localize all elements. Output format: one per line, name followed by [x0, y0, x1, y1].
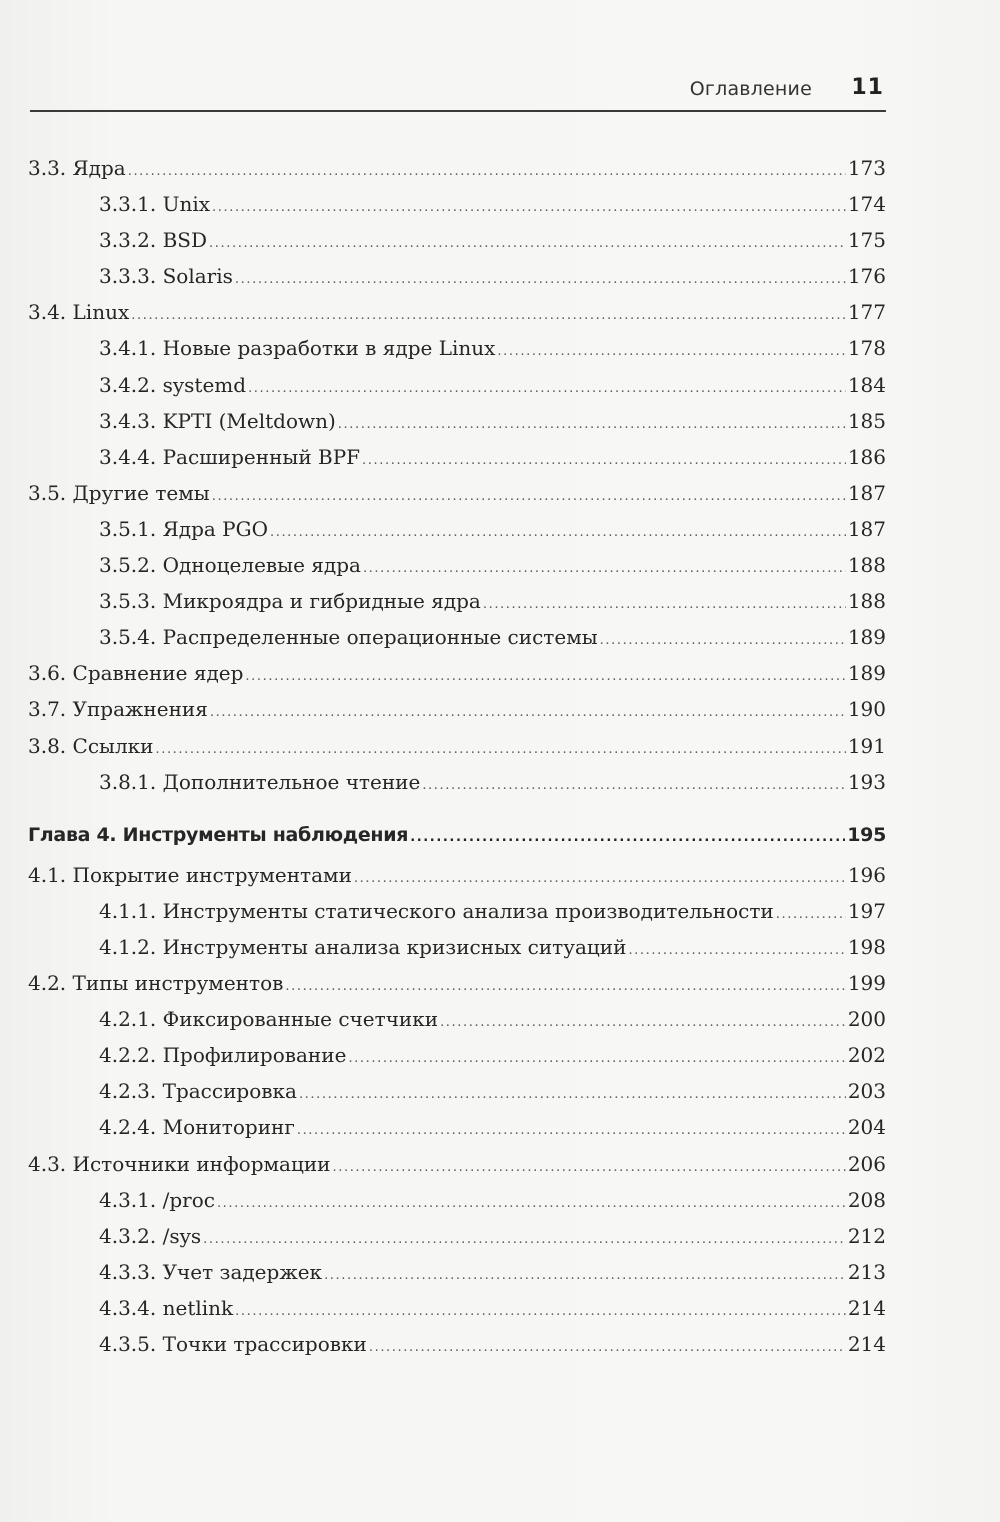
toc-entry — [28, 1296, 886, 1332]
dot-leader — [369, 1340, 846, 1355]
dot-leader — [245, 669, 845, 684]
toc-entry-page: 191 — [847, 733, 886, 758]
toc-entry-label: 3.7. Упражнения — [28, 697, 208, 722]
toc-entry — [28, 625, 886, 661]
dot-leader — [362, 453, 846, 468]
toc-entry-page: 188 — [847, 589, 886, 614]
toc-entry — [28, 661, 886, 697]
dot-leader — [212, 489, 846, 504]
toc-entry-page: 189 — [847, 661, 886, 686]
toc-entry-page: 174 — [847, 192, 886, 217]
dot-leader — [628, 943, 845, 958]
toc-entry-page: 184 — [847, 372, 886, 397]
toc-entry-label: 4.3.4. netlink — [99, 1295, 234, 1320]
toc-entry-label: 3.5. Другие темы — [28, 480, 210, 505]
toc-entry — [28, 336, 886, 372]
toc-entry — [28, 517, 886, 553]
dot-leader — [776, 907, 846, 922]
dot-leader — [410, 830, 845, 845]
toc-entry — [28, 899, 886, 935]
toc-entry-label: 3.3.1. Unix — [99, 192, 211, 217]
toc-entry-label: 3.5.1. Ядра PGO — [99, 516, 268, 541]
toc-entry-page: 186 — [847, 444, 886, 469]
toc-entry — [28, 445, 886, 481]
toc-entry-label: 4.1.1. Инструменты статического анализа производительности — [99, 898, 774, 923]
chapter-page: 195 — [847, 823, 886, 846]
toc-entry — [28, 1332, 886, 1368]
toc-entry-page: 178 — [847, 336, 886, 361]
toc-entry-label: 4.2.4. Мониторинг — [99, 1115, 295, 1140]
toc-entry — [28, 1188, 886, 1224]
toc-entry-page: 175 — [847, 228, 886, 253]
toc-entry — [28, 156, 886, 192]
toc-entry-page: 187 — [847, 516, 886, 541]
dot-leader — [235, 272, 846, 287]
toc-entry-label: 4.1.2. Инструменты анализа кризисных ситуаций — [99, 934, 627, 959]
dot-leader — [440, 1015, 846, 1030]
toc-entry-page: 208 — [847, 1187, 886, 1212]
header-page-number: 11 — [851, 75, 884, 100]
dot-leader — [299, 1087, 846, 1102]
dot-leader — [217, 1196, 846, 1211]
toc-entry — [28, 1043, 886, 1079]
toc-entry — [28, 1152, 886, 1188]
toc-entry-page: 199 — [847, 971, 886, 996]
toc-entry — [28, 300, 886, 336]
toc-entry-page: 196 — [847, 862, 886, 887]
toc-entry-label: 4.3.3. Учет задержек — [99, 1259, 323, 1284]
toc-entry — [28, 697, 886, 733]
running-header — [30, 74, 886, 112]
toc-entry-page: 173 — [847, 156, 886, 180]
toc-entry-label: 3.5.2. Одноцелевые ядра — [99, 553, 361, 578]
toc-entry-label: 3.3.3. Solaris — [99, 264, 233, 289]
dot-leader — [131, 308, 846, 323]
toc-entry-page: 202 — [847, 1043, 886, 1068]
dot-leader — [155, 742, 845, 757]
dot-leader — [235, 1304, 846, 1319]
dot-leader — [212, 200, 846, 215]
dot-leader — [497, 344, 845, 359]
toc-entry — [28, 264, 886, 300]
toc-entry-label: 3.4.4. Расширенный BPF — [99, 444, 361, 469]
toc-entry — [28, 1260, 886, 1296]
dot-leader — [363, 561, 846, 576]
toc-entry — [28, 935, 886, 971]
toc-entry-page: 187 — [847, 480, 886, 505]
toc-entry-page: 213 — [847, 1259, 886, 1284]
dot-leader — [483, 597, 846, 612]
toc-entry-page: 185 — [847, 408, 886, 433]
toc-entry-page: 190 — [847, 697, 886, 722]
dot-leader — [333, 1160, 846, 1175]
toc-entry — [28, 192, 886, 228]
chapter-label: Глава 4. Инструменты наблюдения — [28, 823, 409, 846]
toc-entry-label: 4.1. Покрытие инструментами — [28, 862, 352, 887]
toc-entry-label: 4.2.2. Профилирование — [99, 1043, 347, 1068]
toc-entry-label: 3.4.2. systemd — [99, 372, 247, 397]
toc-entry-page: 198 — [847, 934, 886, 959]
dot-leader — [600, 633, 846, 648]
table-of-contents — [28, 156, 886, 1368]
toc-entry-label: 4.3.5. Точки трассировки — [99, 1332, 367, 1356]
toc-entry-page: 177 — [847, 300, 886, 325]
toc-entry-label: 3.6. Сравнение ядер — [28, 661, 244, 686]
toc-entry — [28, 1079, 886, 1115]
toc-entry-page: 212 — [847, 1223, 886, 1248]
toc-entry — [28, 553, 886, 589]
dot-leader — [297, 1123, 846, 1138]
toc-entry — [28, 1115, 886, 1151]
toc-entry-label: 3.3. Ядра — [28, 156, 126, 180]
dot-leader — [203, 1232, 846, 1247]
dot-leader — [210, 705, 846, 720]
toc-entry — [28, 971, 886, 1007]
toc-entry — [28, 589, 886, 625]
dot-leader — [209, 236, 846, 251]
toc-entry — [28, 373, 886, 409]
toc-entry-label: 4.3.2. /sys — [99, 1223, 202, 1248]
dot-leader — [324, 1268, 846, 1283]
toc-entry — [28, 228, 886, 264]
toc-entry — [28, 409, 886, 445]
toc-entry-page: 214 — [847, 1332, 886, 1356]
toc-entry-page: 200 — [847, 1007, 886, 1032]
dot-leader — [285, 979, 845, 994]
dot-leader — [270, 525, 846, 540]
toc-entry-page: 189 — [847, 625, 886, 650]
toc-entry-page: 203 — [847, 1079, 886, 1104]
toc-entry-page: 206 — [847, 1151, 886, 1176]
toc-entry-page: 193 — [847, 769, 886, 794]
toc-entry — [28, 1224, 886, 1260]
header-title: Оглавление — [689, 78, 812, 100]
toc-entry — [28, 1007, 886, 1043]
toc-entry-page: 204 — [847, 1115, 886, 1140]
toc-entry-page: 214 — [847, 1295, 886, 1320]
toc-entry — [28, 734, 886, 770]
dot-leader — [248, 381, 846, 396]
toc-entry-page: 176 — [847, 264, 886, 289]
toc-chapter-heading — [28, 824, 886, 860]
dot-leader — [338, 417, 846, 432]
dot-leader — [128, 164, 846, 179]
dot-leader — [422, 778, 845, 793]
toc-entry-label: 4.3.1. /proc — [99, 1187, 215, 1212]
toc-entry — [28, 863, 886, 899]
toc-entry — [28, 481, 886, 517]
toc-entry-label: 3.8. Ссылки — [28, 733, 154, 758]
toc-entry-label: 4.2.3. Трассировка — [99, 1079, 297, 1104]
toc-entry-label: 3.5.4. Распределенные операционные системы — [99, 625, 598, 650]
dot-leader — [354, 871, 846, 886]
toc-entry-label: 3.4.3. KPTI (Meltdown) — [99, 408, 336, 433]
toc-entry-label: 4.2.1. Фиксированные счетчики — [99, 1007, 439, 1032]
toc-entry-label: 3.5.3. Микроядра и гибридные ядра — [99, 589, 481, 614]
toc-entry-label: 3.3.2. BSD — [99, 228, 208, 253]
toc-entry-label: 4.3. Источники информации — [28, 1151, 331, 1176]
toc-entry — [28, 770, 886, 806]
toc-entry-label: 4.2. Типы инструментов — [28, 971, 284, 996]
toc-entry-label: 3.4.1. Новые разработки в ядре Linux — [99, 336, 496, 361]
toc-entry-page: 197 — [847, 898, 886, 923]
dot-leader — [348, 1051, 845, 1066]
toc-entry-label: 3.8.1. Дополнительное чтение — [99, 769, 421, 794]
toc-entry-page: 188 — [847, 553, 886, 578]
toc-entry-label: 3.4. Linux — [28, 300, 130, 325]
